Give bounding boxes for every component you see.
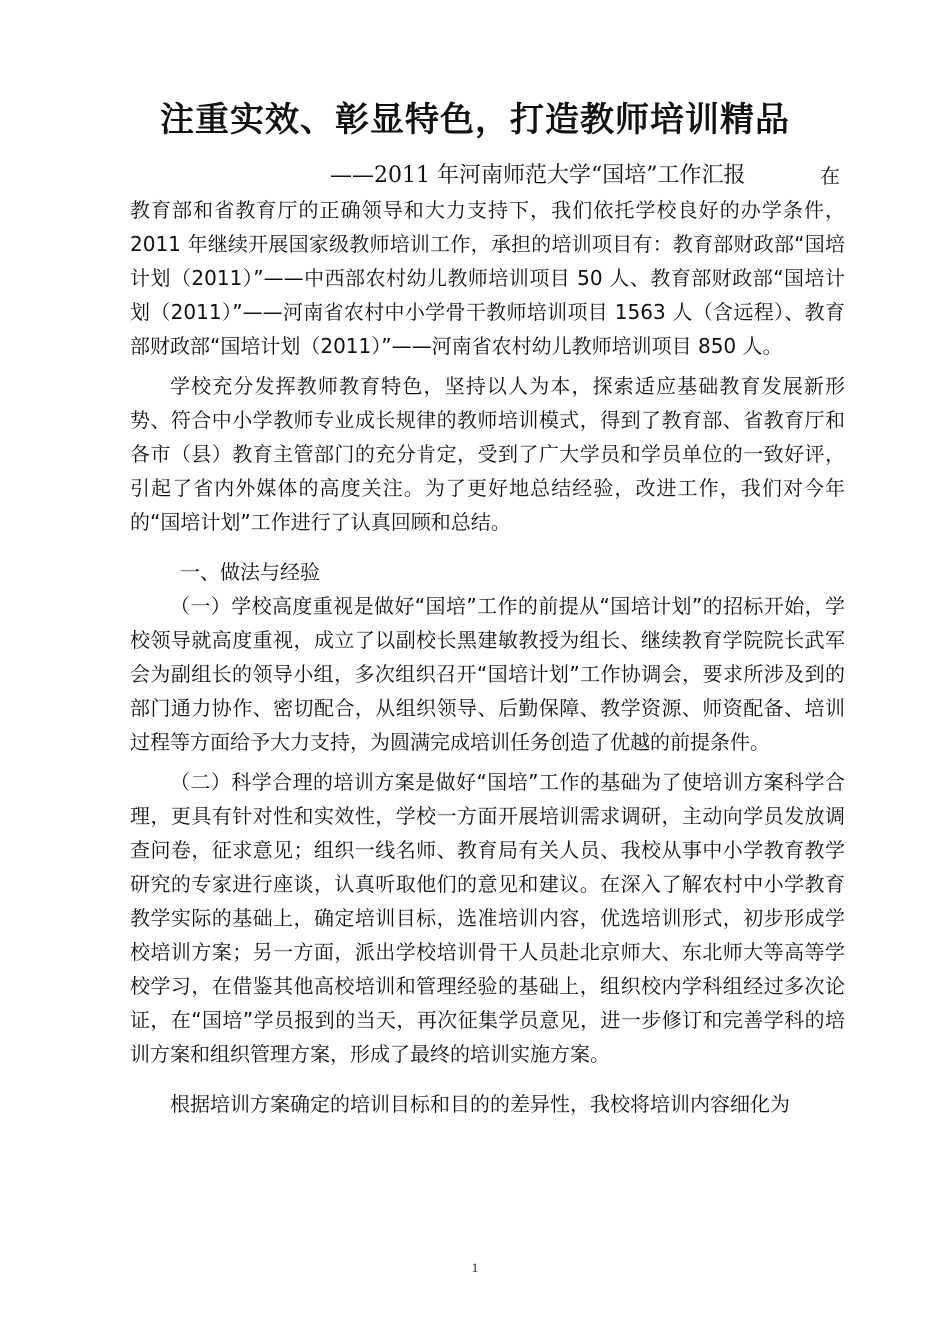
paragraph-training-plan: （二）科学合理的培训方案是做好“国培”工作的基础为了使培训方案科学合理，更具有针对性和实效性，学校一方面开展培训需求调研，主动向学员发放调查问卷，征求意见；组织一线名师、教育局有关人员、我校从事中小学教育教学研究的专家进行座谈，认真听取他们的意见和建议。在深入了解农村中小学教育教学实际的基础上，确定培训目标，选准培训内容，优选培训形式，初步形成学校培训方案；另一方面，派出学校培训骨干人员赴北京师大、东北师大等高等学校学习，在借鉴其他高校培训和管理经验的基础上，组织校内学科组经过多次论证，在“国培”学员报到的当天，再次征集学员意见，进一步修订和完善学科的培训方案和组织管理方案，形成了最终的培训实施方案。 bbox=[130, 770, 845, 1066]
document-subtitle: ——2011 年河南师范大学“国培”工作汇报 bbox=[330, 163, 746, 188]
document-body bbox=[130, 159, 845, 1121]
paragraph-features: 学校充分发挥教师教育特色，坚持以人为本，探索适应基础教育发展新形势、符合中小学教师专业成长规律的教师培训模式，得到了教育部、省教育厅和各市（县）教育主管部门的充分肯定，受到了广大学员和学员单位的一致好评，引起了省内外媒体的高度关注。为了更好地总结经验，改进工作，我们对今年的“国培计划”工作进行了认真回顾和总结。 bbox=[130, 374, 845, 534]
page-number: 1 bbox=[471, 1260, 479, 1275]
paragraph-training-content: 根据培训方案确定的培训目标和目的的差异性，我校将培训内容细化为 bbox=[170, 1092, 790, 1116]
paragraph-leadership: （一）学校高度重视是做好“国培”工作的前提从“国培计划”的招标开始，学校领导就高度重视，成立了以副校长黑建敏教授为组长、继续教育学院院长武军会为副组长的领导小组，多次组织召开“国培计划”工作协调会，要求所涉及到的部门通力协作、密切配合，从组织领导、后勤保障、教学资源、师资配备、培训过程等方面给予大力支持，为圆满完成培训任务创造了优越的前提条件。 bbox=[130, 594, 845, 754]
section-heading-practices: 一、做法与经验 bbox=[180, 560, 320, 584]
document-title: 注重实效、彰显特色，打造教师培训精品 bbox=[160, 100, 790, 140]
paragraph-intro: 在教育部和省教育厅的正确领导和大力支持下，我们依托学校良好的办学条件，2011 年继续开展国家级教师培训工作，承担的培训项目有：教育部财政部“国培计划（2011）”——中西部农村幼儿教师培训项目 50 人、教育部财政部“国培计划（2011）”——河南省农村中小学骨干教师培训项目 1563 人（含远程）、教育部财政部“国培计划（2011）”——河南省农村幼儿教师培训项目 850 人。 bbox=[130, 164, 845, 358]
